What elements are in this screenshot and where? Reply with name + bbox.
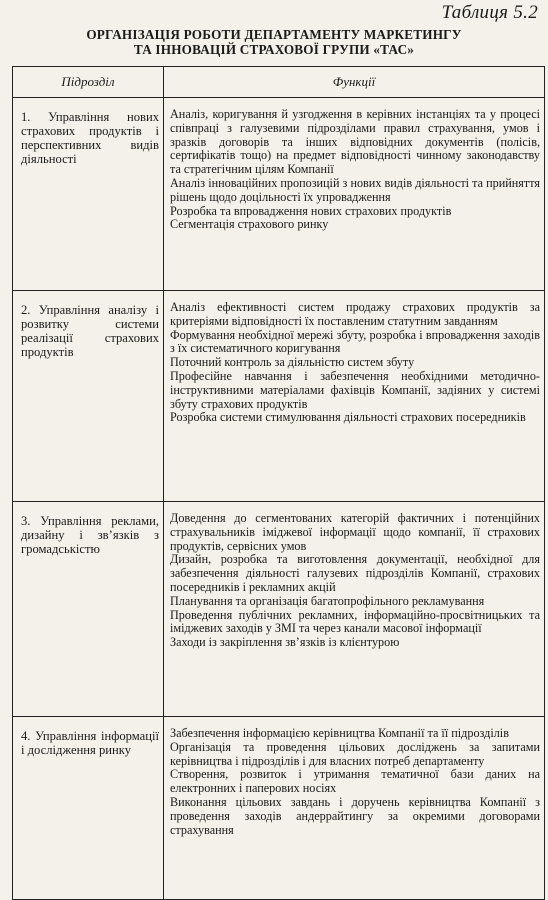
function-item: Доведення до сегментованих категорій фактичних і потенційних страхувальників іміджевої інформації щодо компанії, її страхових продуктів, сервісних умов (170, 511, 540, 553)
function-item: Створення, розвиток і утримання тематичної бази даних на електронних і паперових носіях (170, 767, 540, 796)
functions-cell (164, 502, 545, 717)
table-row (13, 502, 545, 717)
function-item: Аналіз інноваційних пропозицій з нових видів діяльності та прийняття рішень щодо доцільності їх упровадження (170, 175, 540, 204)
header-unit: Підрозділ (13, 67, 164, 98)
unit-cell: 2. Управління аналізу і розвитку системи реалізації страхових продуктів (13, 291, 164, 502)
function-item: Планування та організація багатопрофільного рекламування (170, 593, 485, 608)
table-number-label: Таблиця 5.2 (441, 2, 538, 23)
table-title (0, 27, 548, 57)
function-item: Формування необхідної мережі збуту, розробка і впровадження заходів з їх систематичного коригування (170, 327, 540, 356)
function-item: Професійне навчання і забезпечення необхідними методично-інструктивними матеріалами фахівців Компанії, задіяних у системі збуту страхових продуктів (170, 368, 540, 411)
function-item: Сегментація страхового ринку (170, 217, 329, 232)
table-row (13, 291, 545, 502)
functions-cell (164, 717, 545, 900)
function-item: Проведення публічних рекламних, інформаційно-просвітницьких та іміджевих заходів у ЗМІ та через канали масової інформації (170, 607, 540, 636)
unit-cell: 3. Управління реклами, дизайну і зв’язків з громадськістю (13, 502, 164, 717)
function-item: Аналіз, коригування й узгодження в керівних інстанціях та у процесі співпраці з галузевими підрозділами правил страхування, умов і зразків договорів та інших відповідних документів (полісів, сертифікатів тощо) на предмет відповідності чинному законодавству та стратегічним цілям Компанії (170, 107, 540, 177)
marketing-department-table (12, 66, 545, 900)
table-header-row (13, 67, 545, 98)
table-title-line-1: ОРГАНІЗАЦІЯ РОБОТИ ДЕПАРТАМЕНТУ МАРКЕТИНГУ (86, 27, 462, 42)
function-item: Дизайн, розробка та виготовлення документації, необхідної для забезпечення діяльності галузевих підрозділів Компанії, страхових посередників і рекламних акцій (170, 552, 540, 594)
function-item: Розробка системи стимулювання діяльності страхових посередників (170, 410, 526, 425)
function-item: Заходи із закріплення зв’язків із клієнтурою (170, 635, 400, 650)
table-row (13, 717, 545, 900)
function-item: Розробка та впровадження нових страхових продуктів (170, 203, 452, 218)
unit-cell: 4. Управління інформації і дослідження ринку (13, 717, 164, 900)
unit-cell: 1. Управління нових страхових продуктів і перспективних видів діяльності (13, 98, 164, 291)
functions-cell (164, 291, 545, 502)
header-functions: Функції (164, 67, 545, 98)
table-title-line-2: ТА ІННОВАЦІЙ СТРАХОВОЇ ГРУПИ «ТАС» (133, 42, 415, 57)
function-item: Забезпечення інформацією керівництва Компанії та її підрозділів (170, 726, 509, 740)
functions-cell (164, 98, 545, 291)
function-item: Аналіз ефективності систем продажу страхових продуктів за критеріями відповідності їх поставленим статутним завданням (170, 300, 540, 328)
table-row (13, 98, 545, 291)
function-item: Організація та проведення цільових досліджень за запитами керівництва і підрозділів і для власних потреб департаменту (170, 739, 540, 768)
function-item: Виконання цільових завдань і доручень керівництва Компанії з проведення заходів андеррайтингу за окремими договорами страхування (170, 794, 540, 837)
function-item: Поточний контроль за діяльністю систем збуту (170, 355, 415, 370)
